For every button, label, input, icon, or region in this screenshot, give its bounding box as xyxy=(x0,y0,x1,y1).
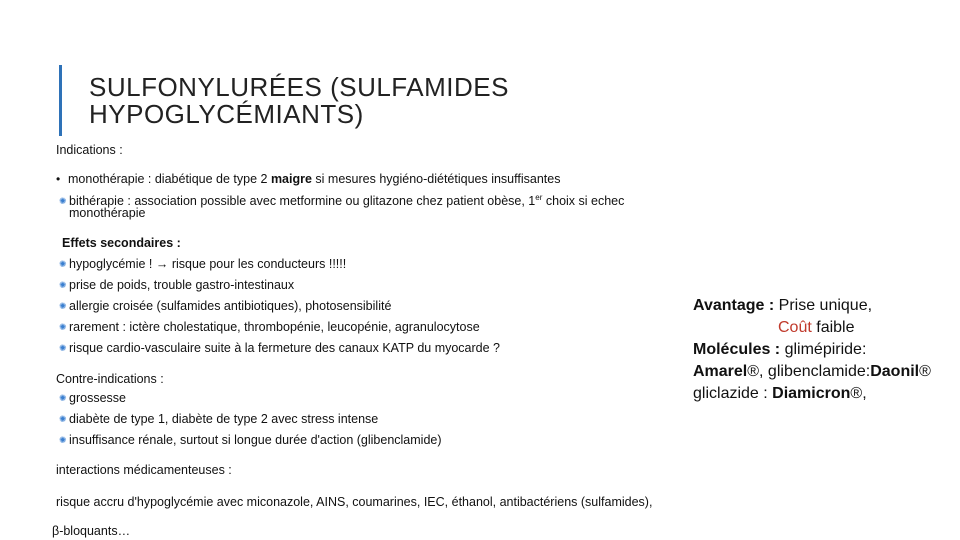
starburst-bullet-icon: ✺ xyxy=(59,301,67,311)
indications-heading: Indications : xyxy=(56,143,123,157)
cout-word: Coût xyxy=(778,319,812,336)
title-line-1: SULFONYLURÉES (SULFAMIDES xyxy=(89,72,509,102)
side-effect-item: ✺ rarement : ictère cholestatique, thrombopénie, leucopénie, agranulocytose xyxy=(59,320,480,334)
starburst-bullet-icon: ✺ xyxy=(59,280,67,290)
side-effects-heading: Effets secondaires : xyxy=(62,236,181,250)
daonil-name: Daonil xyxy=(870,363,920,380)
contraindication-item: ✺ insuffisance rénale, surtout si longue durée d'action (glibenclamide) xyxy=(59,433,442,447)
avantage-line: Avantage : Prise unique, xyxy=(693,297,873,314)
title-line-2: HYPOGLYCÉMIANTS) xyxy=(89,99,364,129)
molecules-line: Molécules : glimépiride: xyxy=(693,341,867,358)
starburst-bullet-icon: ✺ xyxy=(59,259,67,269)
dot-bullet-icon: • xyxy=(56,172,61,186)
cout-line: Coût faible xyxy=(778,319,855,336)
avantage-label: Avantage : xyxy=(693,297,775,314)
interactions-line-2: β-bloquants… xyxy=(52,524,131,538)
amarel-line: Amarel®, glibenclamide:Daonil® xyxy=(693,363,931,380)
indication-item-2: ✺ bithérapie : association possible avec metformine ou glitazone chez patient obèse, 1er choix si echec xyxy=(59,193,625,209)
starburst-bullet-icon: ✺ xyxy=(59,322,67,332)
interactions-heading: interactions médicamenteuses : xyxy=(56,463,232,477)
starburst-bullet-icon: ✺ xyxy=(59,393,67,403)
molecules-label: Molécules : xyxy=(693,341,785,358)
diamicron-name: Diamicron xyxy=(772,385,851,402)
starburst-bullet-icon: ✺ xyxy=(59,196,67,207)
contraindication-item: ✺ diabète de type 1, diabète de type 2 avec stress intense xyxy=(59,412,379,426)
contraindications-heading: Contre-indications : xyxy=(56,372,164,386)
side-effect-item: ✺ prise de poids, trouble gastro-intestinaux xyxy=(59,278,295,292)
interactions-line-1: risque accru d'hypoglycémie avec miconazole, AINS, coumarines, IEC, éthanol, antibactériens (sulfamides), xyxy=(56,495,653,509)
side-effect-item: ✺ risque cardio-vasculaire suite à la fermeture des canaux KATP du myocarde ? xyxy=(59,341,500,355)
side-effect-item: ✺ allergie croisée (sulfamides antibiotiques), photosensibilité xyxy=(59,299,392,313)
title-accent-bar xyxy=(59,65,62,136)
indication-item-2-cont: monothérapie xyxy=(69,206,146,220)
starburst-bullet-icon: ✺ xyxy=(59,343,67,353)
side-effect-item: ✺ hypoglycémie ! → risque pour les conducteurs !!!!! xyxy=(59,257,347,271)
amarel-name: Amarel xyxy=(693,363,748,380)
bold-maigre: maigre xyxy=(270,172,312,186)
slide-title xyxy=(89,74,509,128)
starburst-bullet-icon: ✺ xyxy=(59,414,67,424)
indication-item-1: • monothérapie : diabétique de type 2 maigre si mesures hygiéno-diététiques insuffisantes xyxy=(56,172,561,186)
contraindication-item: ✺ grossesse xyxy=(59,391,126,405)
starburst-bullet-icon: ✺ xyxy=(59,435,67,445)
gliclazide-line: gliclazide : Diamicron®, xyxy=(693,385,867,402)
